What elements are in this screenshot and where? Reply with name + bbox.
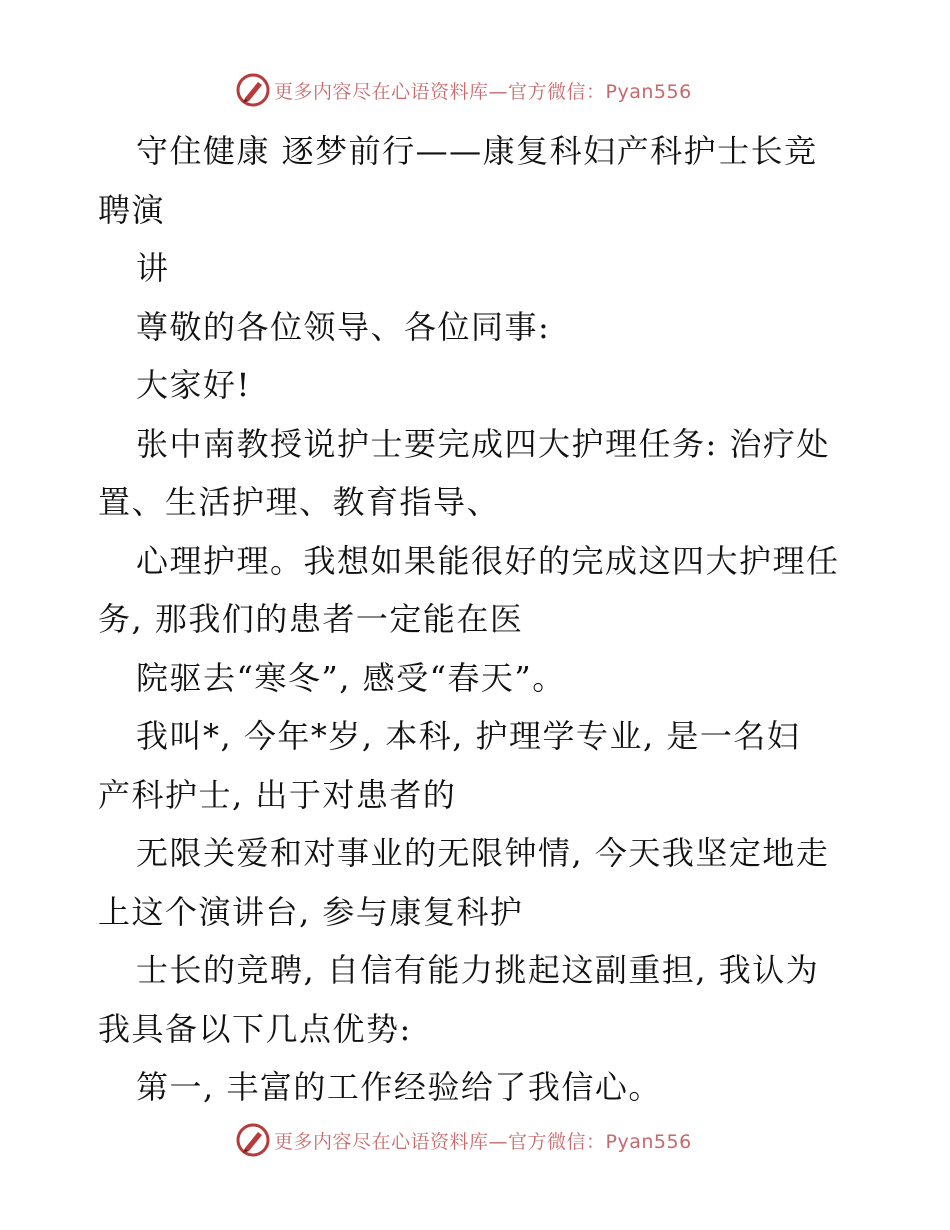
paragraph-line: 张中南教授说护士要完成四大护理任务: 治疗处: [136, 424, 830, 463]
paragraph-line: 置、生活护理、教育指导、: [98, 483, 501, 521]
paragraph-line: 无限关爱和对事业的无限钟情, 今天我坚定地走: [136, 834, 830, 872]
title-line-2: 聘演: [98, 190, 166, 229]
pen-logo-icon: [236, 73, 270, 107]
paragraph-line: 我具备以下几点优势:: [98, 1009, 412, 1048]
paragraph-line: 上这个演讲台, 参与康复科护: [98, 892, 524, 931]
paragraph-line: 我叫*, 今年*岁, 本科, 护理学专业, 是一名妇: [136, 717, 801, 755]
greeting: 大家好!: [136, 366, 251, 404]
document-body: [98, 122, 858, 1117]
paragraph-line: 第一, 丰富的工作经验给了我信心。: [136, 1068, 662, 1106]
paragraph-line: 务, 那我们的患者一定能在医: [98, 600, 524, 638]
salutation: 尊敬的各位领导、各位同事:: [136, 307, 551, 346]
watermark-banner-bottom: [236, 1122, 692, 1158]
watermark-text: 更多内容尽在心语资料库—官方微信：Pyan556: [274, 1130, 692, 1153]
paragraph-line: 士长的竞聘, 自信有能力挑起这副重担, 我认为: [136, 951, 820, 989]
paragraph-line: 院驱去“寒冬”, 感受“春天”。: [136, 658, 566, 697]
title-line-3: 讲: [136, 249, 170, 287]
watermark-banner-top: [236, 72, 692, 108]
paragraph-line: 心理护理。我想如果能很好的完成这四大护理任: [136, 541, 840, 580]
title-line-1: 守住健康 逐梦前行——康复科妇产科护士长竞: [136, 132, 818, 170]
pen-logo-icon: [236, 1123, 270, 1157]
paragraph-line: 产科护士, 出于对患者的: [98, 775, 457, 814]
watermark-text: 更多内容尽在心语资料库—官方微信：Pyan556: [274, 80, 692, 103]
